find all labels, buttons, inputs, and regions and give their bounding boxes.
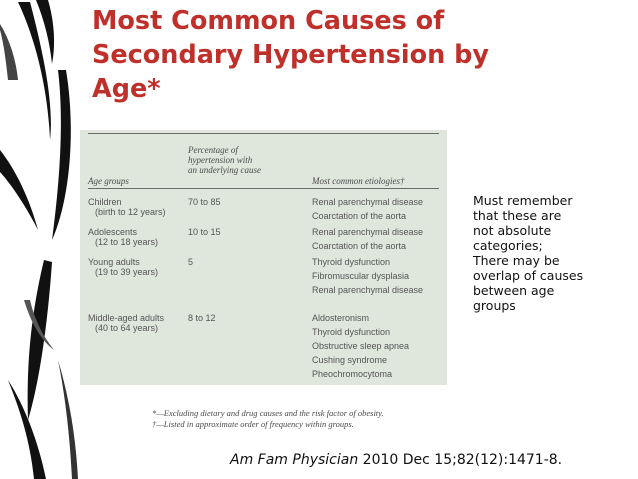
row-middle-aged-etiologies: Aldosteronism Thyroid dysfunction Obstructive sleep apnea Cushing syndrome Pheochromocytoma (312, 313, 410, 379)
note-line: Must remember (473, 193, 573, 208)
header-age-groups: Age groups (88, 176, 129, 186)
note-line: There may be (473, 253, 560, 268)
note-line: not absolute (473, 223, 552, 238)
title-line: Age* (92, 74, 161, 104)
note-line: groups (473, 298, 516, 313)
citation-details: 2010 Dec 15;82(12):1471-8. (358, 452, 563, 468)
title-line: Secondary Hypertension by (92, 40, 490, 70)
row-young-adults-etiologies: Thyroid dysfunction Fibromuscular dysplasia Renal parenchymal disease (312, 257, 424, 295)
note-line: between age (473, 283, 555, 298)
row-children-pct: 70 to 85 (188, 197, 221, 207)
note-line: overlap of causes (473, 268, 584, 283)
note-line: that these are (473, 208, 562, 223)
row-young-adults-age: Young adults (19 to 39 years) (88, 257, 159, 277)
note-line: categories; (473, 238, 543, 253)
row-children-age: Children (birth to 12 years) (88, 197, 166, 217)
title-line: Most Common Causes of (92, 6, 445, 36)
table-header-rule (88, 188, 439, 189)
citation (230, 452, 562, 468)
header-etiologies: Most common etiologies† (312, 176, 405, 186)
footnote: *—Excluding dietary and drug causes and the risk factor of obesity. (152, 408, 384, 418)
row-middle-aged-age: Middle-aged adults (40 to 64 years) (88, 313, 165, 333)
side-note (473, 193, 613, 313)
citation-journal: Am Fam Physician (230, 452, 359, 468)
row-young-adults-pct: 5 (188, 257, 194, 267)
footnote: †—Listed in approximate order of frequency within groups. (152, 419, 354, 429)
table-footnotes (152, 408, 384, 430)
etiology-table (80, 130, 447, 385)
row-middle-aged-pct: 8 to 12 (188, 313, 216, 323)
table-top-rule (88, 133, 439, 134)
row-adolescents-etiologies: Renal parenchymal disease Coarctation of the aorta (312, 227, 424, 251)
row-adolescents-age: Adolescents (12 to 18 years) (88, 227, 159, 247)
slide-title (92, 4, 489, 106)
row-children-etiologies: Renal parenchymal disease Coarctation of the aorta (312, 197, 424, 221)
row-adolescents-pct: 10 to 15 (188, 227, 221, 237)
header-percentage: Percentage of hypertension with an underlying cause (188, 145, 261, 175)
